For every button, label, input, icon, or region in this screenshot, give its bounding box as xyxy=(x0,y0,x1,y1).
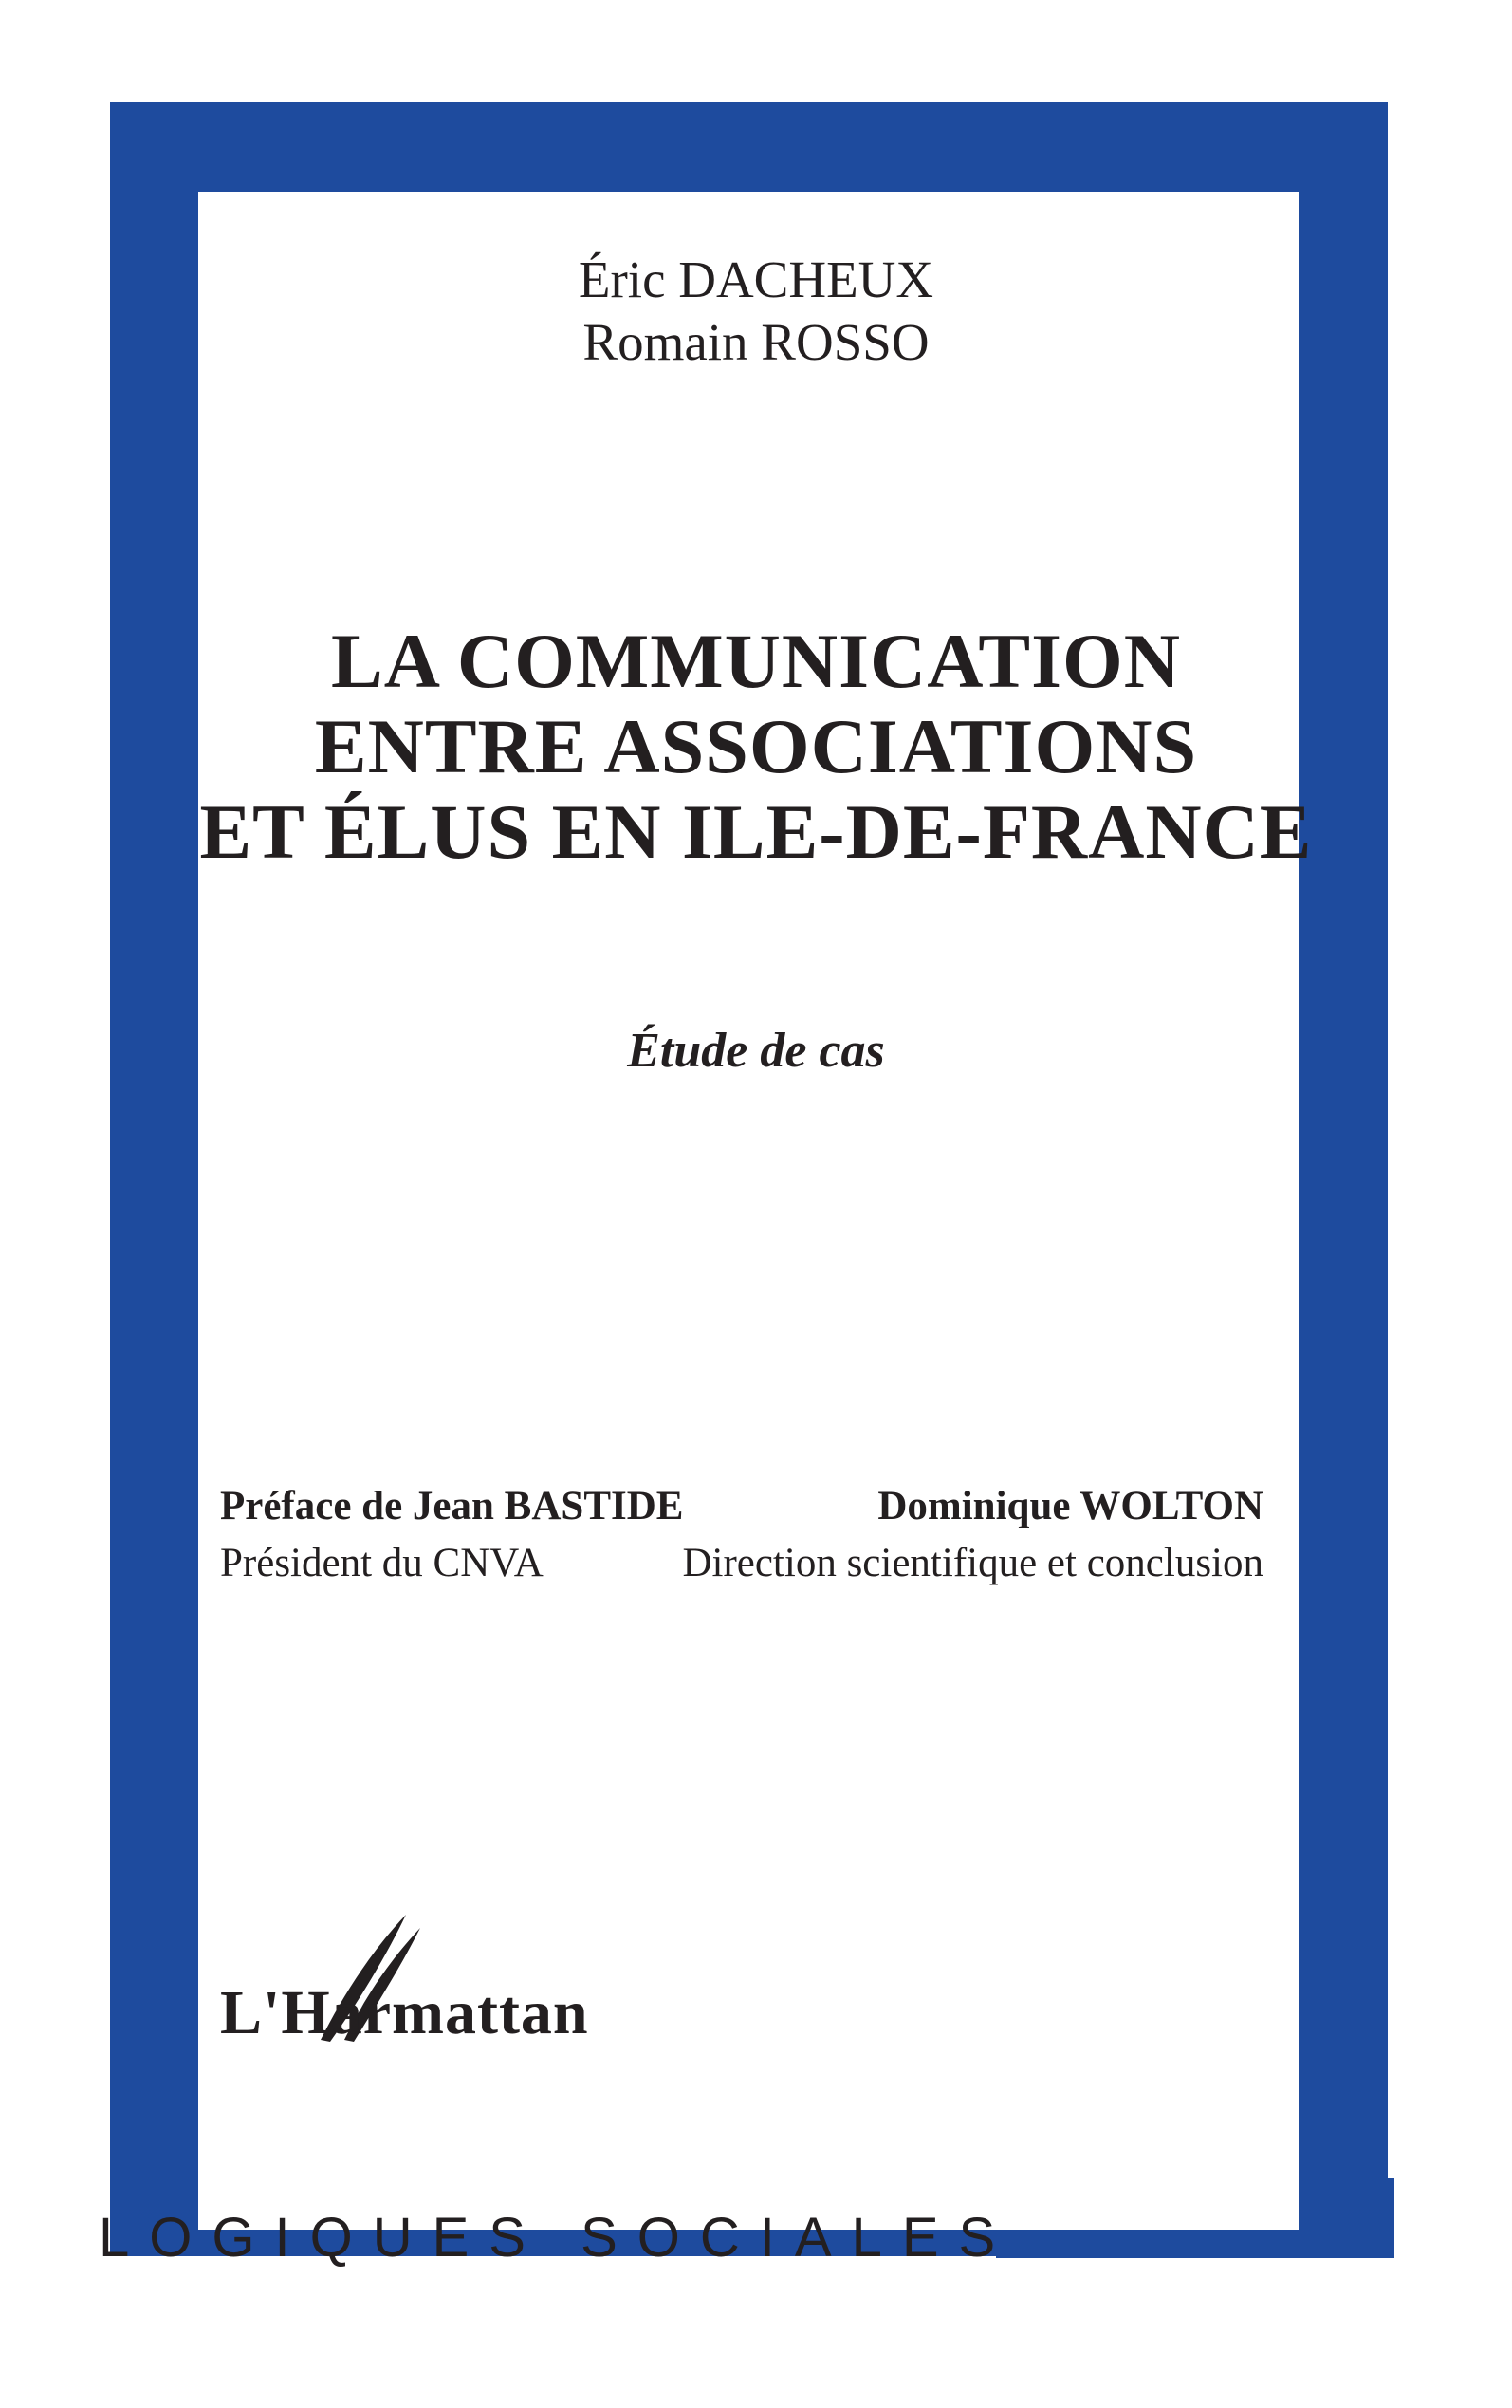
preface-name: Préface de Jean BASTIDE xyxy=(220,1484,684,1528)
collection-name: LOGIQUES SOCIALES xyxy=(99,2207,1016,2269)
publisher-logo xyxy=(220,1907,589,2049)
title-line-3: ET ÉLUS EN ILE-DE-FRANCE xyxy=(199,788,1313,875)
preface-role: Président du CNVA xyxy=(220,1541,544,1585)
publisher-name: L'Harmattan xyxy=(220,1978,589,2047)
title-line-1: LA COMMUNICATION xyxy=(331,618,1181,704)
director-block xyxy=(682,1478,1263,1592)
author-2: Romain ROSSO xyxy=(582,313,930,371)
preface-block xyxy=(220,1478,683,1592)
director-name: Dominique WOLTON xyxy=(877,1484,1263,1528)
author-1: Éric DACHEUX xyxy=(578,250,934,308)
authors xyxy=(0,249,1512,374)
title-line-2: ENTRE ASSOCIATIONS xyxy=(314,703,1198,789)
book-title xyxy=(0,619,1512,875)
subtitle: Étude de cas xyxy=(627,1024,885,1078)
director-role: Direction scientifique et conclusion xyxy=(682,1541,1263,1585)
